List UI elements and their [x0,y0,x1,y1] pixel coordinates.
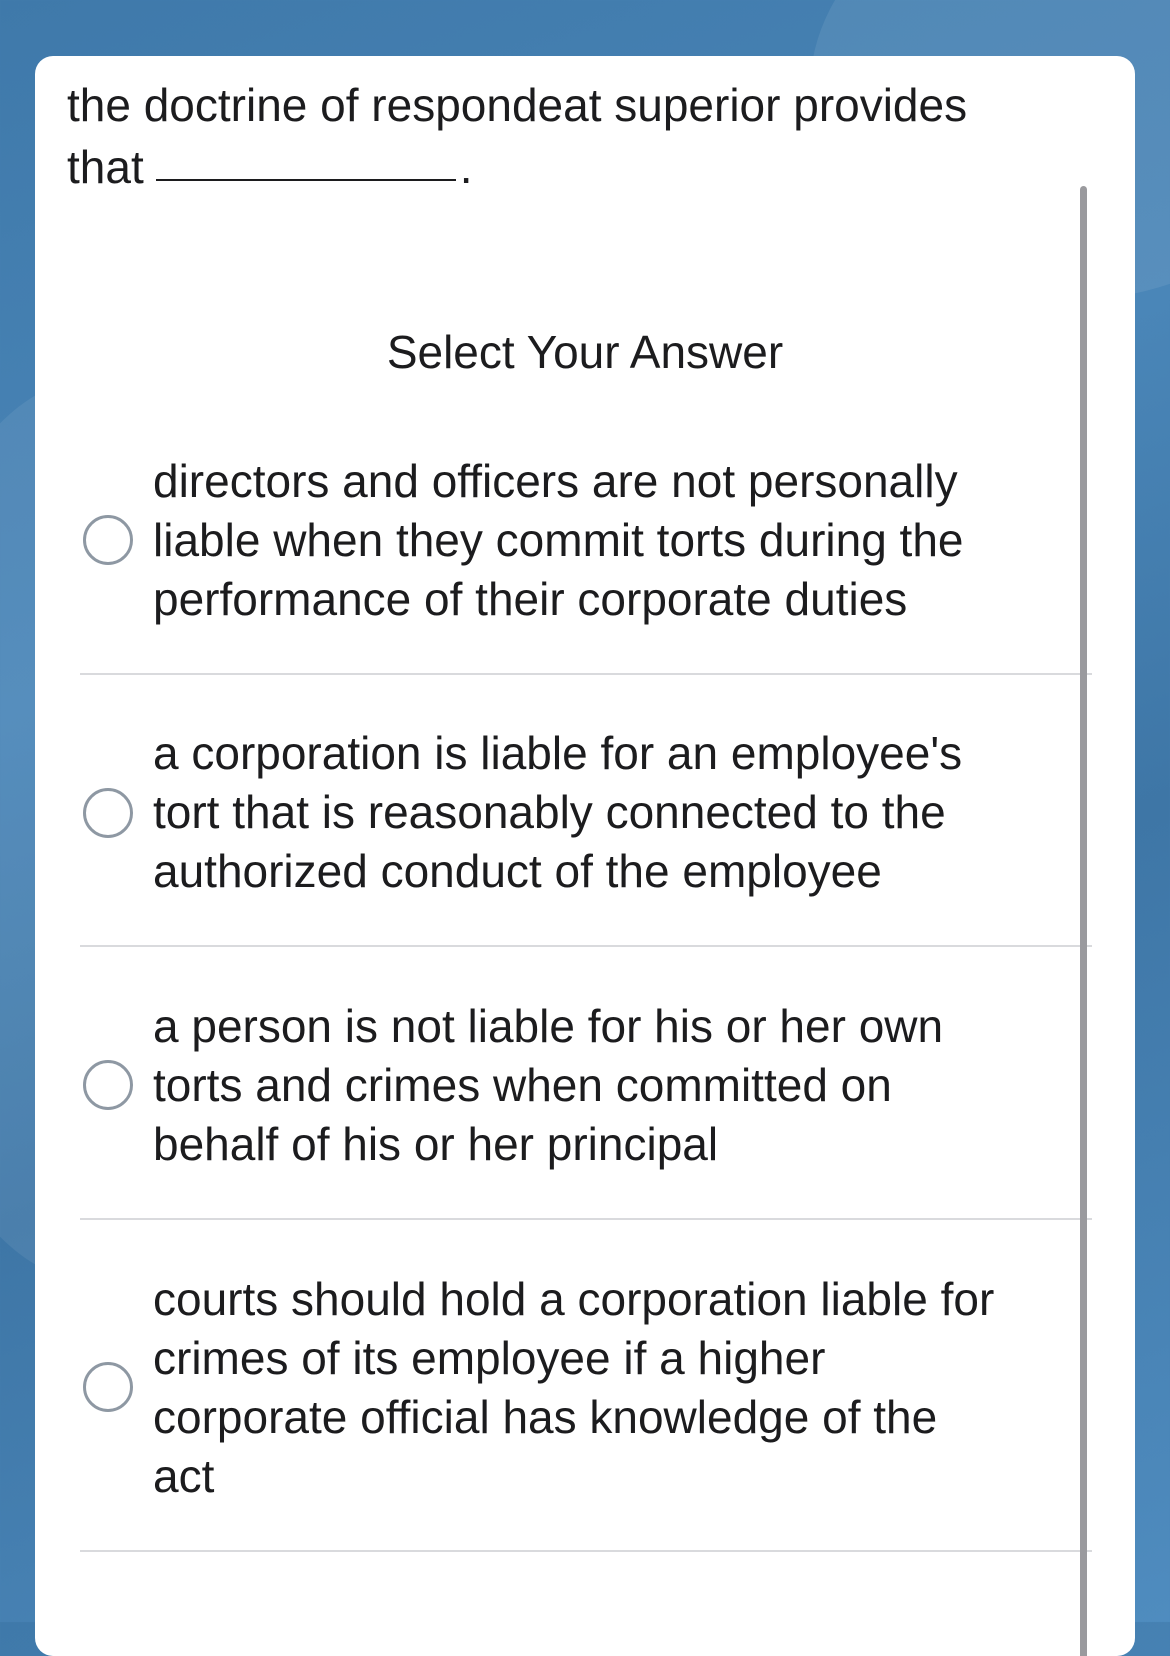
answer-option-2-text[interactable] [153,724,1113,901]
option-text-line: act [153,1450,215,1502]
option-text-line: torts and crimes when committed on [153,1059,892,1111]
option-text-line: tort that is reasonably connected to the [153,786,946,838]
option-text-line: a person is not liable for his or her own [153,1000,944,1052]
option-divider [80,1218,1092,1220]
option-divider [80,945,1092,947]
option-divider [80,673,1092,675]
option-text-line: performance of their corporate duties [153,573,908,625]
question-line-1: the doctrine of respondeat superior provides [67,79,968,131]
option-text-line: courts should hold a corporation liable for [153,1273,995,1325]
option-text-line: liable when they commit torts during the [153,514,964,566]
option-text-line: behalf of his or her principal [153,1118,719,1170]
radio-button-4[interactable] [83,1362,133,1412]
option-divider [80,1550,1092,1552]
question-period: . [459,141,473,193]
radio-button-2[interactable] [83,788,133,838]
question-card [35,56,1135,1656]
answer-blank [156,179,456,181]
answer-option-3-text[interactable] [153,997,1113,1174]
option-text-line: crimes of its employee if a higher [153,1332,826,1384]
answer-option-1-text[interactable] [153,452,1113,629]
answer-option-4-text[interactable] [153,1270,1113,1506]
option-text-line: corporate official has knowledge of the [153,1391,938,1443]
radio-button-1[interactable] [83,515,133,565]
question-line-2: that [67,141,144,193]
select-answer-prompt: Select Your Answer [386,326,784,378]
vertical-scrollbar[interactable] [1080,186,1087,1656]
radio-button-3[interactable] [83,1060,133,1110]
option-text-line: a corporation is liable for an employee's [153,727,963,779]
option-text-line: directors and officers are not personally [153,455,958,507]
question-text [67,74,1077,198]
option-text-line: authorized conduct of the employee [153,845,882,897]
